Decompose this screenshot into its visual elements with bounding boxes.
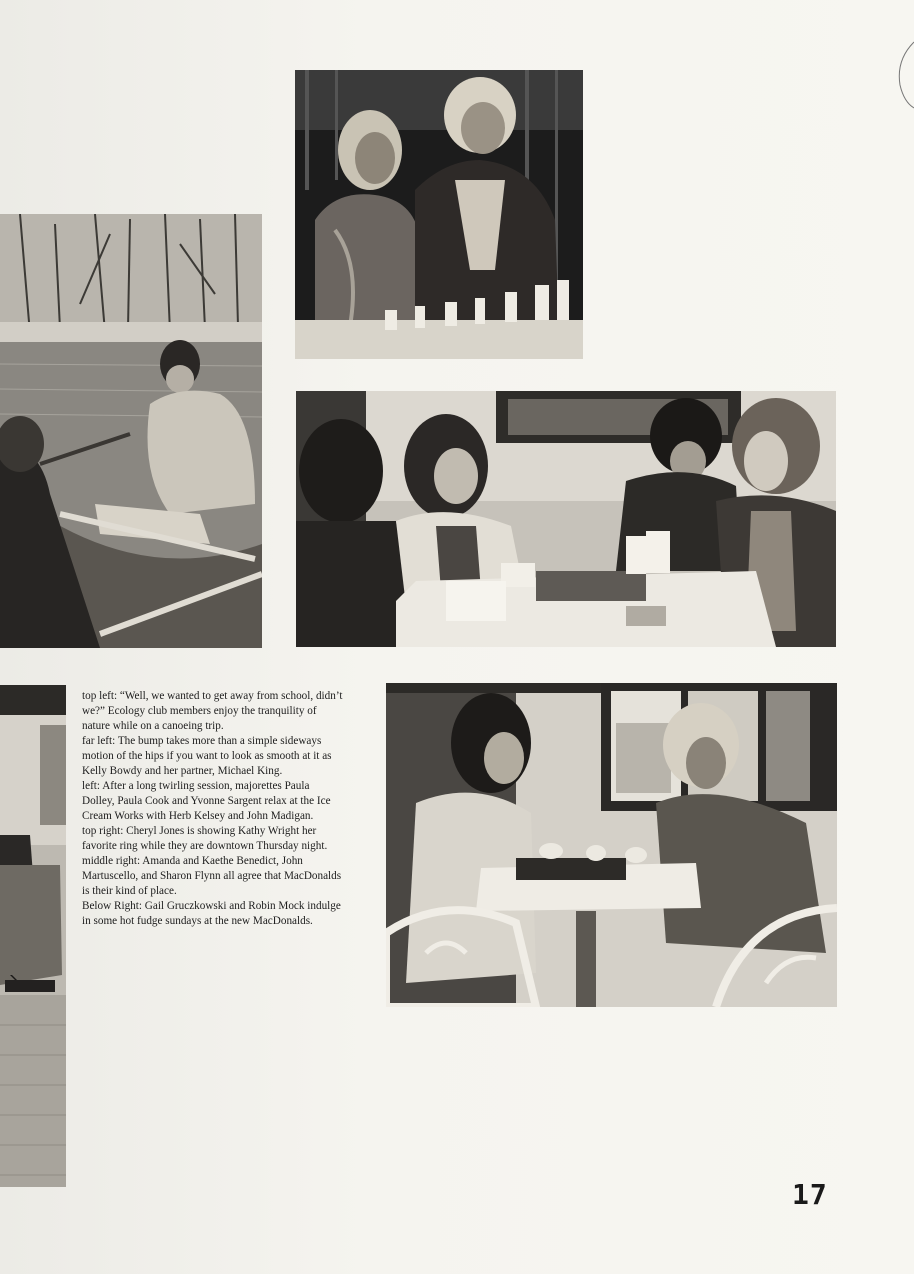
caption-far-left: far left: The bump takes more than a simple sideways motion of the hips if you want to look as smooth at it as Kelly Bowdy and her partner, Michael King. [82,735,332,777]
caption-top-right: top right: Cheryl Jones is showing Kathy Wright her favorite ring while they are downtown Thursday night. [82,825,328,852]
caption-left: left: After a long twirling session, majorettes Paula Dolley, Paula Cook and Yvonne Sargent relax at the Ice Cream Works with Herb Kelsey and John Madigan. [82,780,331,822]
caption-top-left: top left: “Well, we wanted to get away from school, didn’t we?” Ecology club members enjoy the tranquility of nature while on a canoeing trip. [82,690,343,732]
photo-macdonalds-booth [296,391,836,647]
photo-canoeing-trip-image [0,214,262,648]
photo-canoeing-trip [0,214,262,648]
caption-below-right: Below Right: Gail Gruczkowski and Robin Mock indulge in some hot fudge sundays at the new MacDonalds. [82,900,341,927]
photo-macdonalds-booth-image [296,391,836,647]
page-number: 17 [792,1178,828,1211]
photo-dancing-strip-image [0,685,66,1187]
photo-jewelry-counter-image [295,70,583,359]
photo-dancing-strip [0,685,66,1187]
caption-middle-right: middle right: Amanda and Kaethe Benedict, John Martuscello, and Sharon Flynn all agree that MacDonalds is their kind of place. [82,855,342,897]
page-edge-curve [894,40,914,110]
photo-hot-fudge-sundaes-image [386,683,837,1007]
photo-captions [82,689,344,929]
photo-hot-fudge-sundaes [386,683,837,1007]
photo-jewelry-counter [295,70,583,359]
